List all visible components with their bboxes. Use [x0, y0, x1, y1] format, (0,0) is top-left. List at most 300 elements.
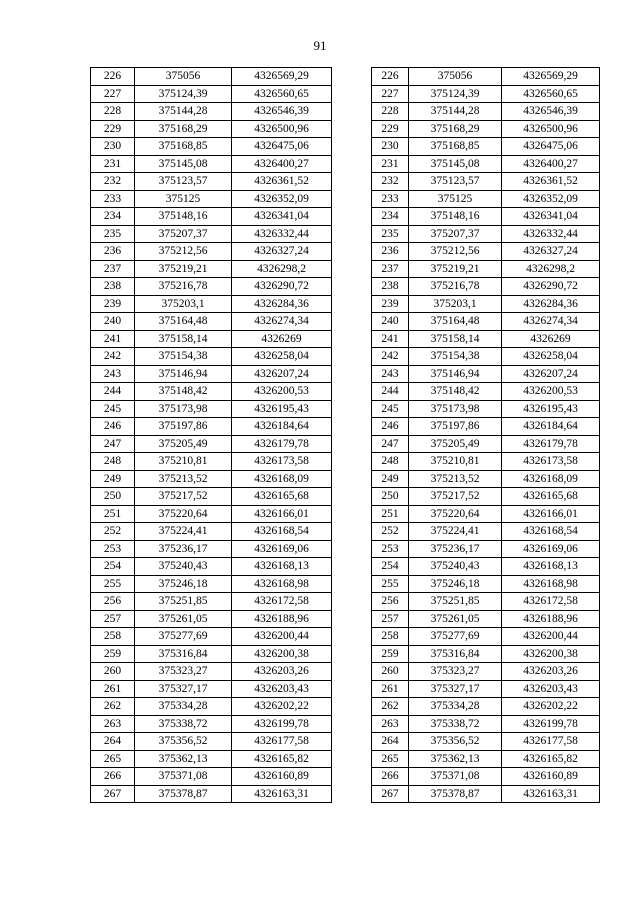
x-coordinate-cell: 375217,52	[135, 488, 232, 506]
table-row	[91, 243, 332, 261]
point-number-cell: 232	[91, 173, 135, 191]
table-row	[372, 208, 600, 226]
y-coordinate-cell: 4326177,58	[232, 733, 332, 751]
point-number-cell: 256	[372, 593, 409, 611]
y-coordinate-cell: 4326203,26	[232, 663, 332, 681]
point-number-cell: 259	[91, 645, 135, 663]
y-coordinate-cell: 4326188,96	[502, 610, 600, 628]
y-coordinate-cell: 4326290,72	[232, 278, 332, 296]
point-number-cell: 250	[372, 488, 409, 506]
x-coordinate-cell: 375148,16	[135, 208, 232, 226]
y-coordinate-cell: 4326200,38	[232, 645, 332, 663]
x-coordinate-cell: 375154,38	[409, 348, 502, 366]
table-row	[372, 435, 600, 453]
x-coordinate-cell: 375210,81	[409, 453, 502, 471]
y-coordinate-cell: 4326199,78	[232, 715, 332, 733]
y-coordinate-cell: 4326207,24	[502, 365, 600, 383]
table-row	[91, 663, 332, 681]
x-coordinate-cell: 375334,28	[409, 698, 502, 716]
table-row	[91, 155, 332, 173]
y-coordinate-cell: 4326163,31	[502, 785, 600, 803]
point-number-cell: 254	[91, 558, 135, 576]
table-row	[91, 715, 332, 733]
table-row	[91, 628, 332, 646]
point-number-cell: 231	[91, 155, 135, 173]
y-coordinate-cell: 4326475,06	[232, 138, 332, 156]
table-row	[91, 488, 332, 506]
x-coordinate-cell: 375148,42	[409, 383, 502, 401]
y-coordinate-cell: 4326163,31	[232, 785, 332, 803]
y-coordinate-cell: 4326195,43	[502, 400, 600, 418]
table-row	[372, 663, 600, 681]
point-number-cell: 227	[372, 85, 409, 103]
point-number-cell: 252	[372, 523, 409, 541]
table-row	[91, 540, 332, 558]
x-coordinate-cell: 375056	[135, 68, 232, 86]
table-row	[372, 418, 600, 436]
point-number-cell: 240	[91, 313, 135, 331]
table-row	[372, 505, 600, 523]
x-coordinate-cell: 375334,28	[135, 698, 232, 716]
x-coordinate-cell: 375144,28	[409, 103, 502, 121]
x-coordinate-cell: 375168,85	[409, 138, 502, 156]
y-coordinate-cell: 4326200,44	[502, 628, 600, 646]
table-row	[372, 400, 600, 418]
point-number-cell: 234	[91, 208, 135, 226]
point-number-cell: 250	[91, 488, 135, 506]
point-number-cell: 265	[91, 750, 135, 768]
table-row	[372, 610, 600, 628]
table-row	[91, 470, 332, 488]
point-number-cell: 243	[91, 365, 135, 383]
y-coordinate-cell: 4326168,98	[232, 575, 332, 593]
x-coordinate-cell: 375216,78	[135, 278, 232, 296]
table-row	[372, 173, 600, 191]
point-number-cell: 256	[91, 593, 135, 611]
x-coordinate-cell: 375220,64	[135, 505, 232, 523]
point-number-cell: 257	[372, 610, 409, 628]
x-coordinate-cell: 375356,52	[135, 733, 232, 751]
x-coordinate-cell: 375323,27	[135, 663, 232, 681]
x-coordinate-cell: 375158,14	[135, 330, 232, 348]
table-row	[372, 383, 600, 401]
table-row	[372, 120, 600, 138]
point-number-cell: 266	[91, 768, 135, 786]
table-row	[372, 453, 600, 471]
table-row	[91, 400, 332, 418]
point-number-cell: 239	[91, 295, 135, 313]
table-row	[91, 680, 332, 698]
x-coordinate-cell: 375213,52	[409, 470, 502, 488]
point-number-cell: 238	[91, 278, 135, 296]
table-row	[372, 278, 600, 296]
table-row	[372, 470, 600, 488]
x-coordinate-cell: 375168,29	[409, 120, 502, 138]
point-number-cell: 232	[372, 173, 409, 191]
point-number-cell: 252	[91, 523, 135, 541]
x-coordinate-cell: 375125	[409, 190, 502, 208]
x-coordinate-cell: 375145,08	[409, 155, 502, 173]
x-coordinate-cell: 375148,42	[135, 383, 232, 401]
x-coordinate-cell: 375213,52	[135, 470, 232, 488]
x-coordinate-cell: 375056	[409, 68, 502, 86]
x-coordinate-cell: 375123,57	[135, 173, 232, 191]
x-coordinate-cell: 375224,41	[409, 523, 502, 541]
y-coordinate-cell: 4326400,27	[502, 155, 600, 173]
y-coordinate-cell: 4326165,82	[232, 750, 332, 768]
table-row	[91, 558, 332, 576]
y-coordinate-cell: 4326290,72	[502, 278, 600, 296]
table-row	[372, 733, 600, 751]
table-row	[372, 85, 600, 103]
table-row	[372, 348, 600, 366]
x-coordinate-cell: 375251,85	[135, 593, 232, 611]
point-number-cell: 244	[372, 383, 409, 401]
y-coordinate-cell: 4326184,64	[502, 418, 600, 436]
point-number-cell: 237	[372, 260, 409, 278]
y-coordinate-cell: 4326207,24	[232, 365, 332, 383]
x-coordinate-cell: 375371,08	[409, 768, 502, 786]
y-coordinate-cell: 4326341,04	[502, 208, 600, 226]
point-number-cell: 253	[372, 540, 409, 558]
point-number-cell: 233	[372, 190, 409, 208]
table-row	[372, 540, 600, 558]
page-number: 91	[313, 38, 327, 53]
point-number-cell: 237	[91, 260, 135, 278]
y-coordinate-cell: 4326188,96	[232, 610, 332, 628]
point-number-cell: 267	[91, 785, 135, 803]
x-coordinate-cell: 375220,64	[409, 505, 502, 523]
x-coordinate-cell: 375207,37	[409, 225, 502, 243]
point-number-cell: 259	[372, 645, 409, 663]
table-row	[372, 698, 600, 716]
table-row	[372, 330, 600, 348]
y-coordinate-cell: 4326177,58	[502, 733, 600, 751]
point-number-cell: 251	[372, 505, 409, 523]
x-coordinate-cell: 375197,86	[135, 418, 232, 436]
x-coordinate-cell: 375224,41	[135, 523, 232, 541]
x-coordinate-cell: 375338,72	[135, 715, 232, 733]
table-row	[372, 715, 600, 733]
y-coordinate-cell: 4326274,34	[502, 313, 600, 331]
y-coordinate-cell: 4326400,27	[232, 155, 332, 173]
x-coordinate-cell: 375236,17	[409, 540, 502, 558]
y-coordinate-cell: 4326179,78	[232, 435, 332, 453]
y-coordinate-cell: 4326352,09	[232, 190, 332, 208]
y-coordinate-cell: 4326169,06	[502, 540, 600, 558]
point-number-cell: 233	[91, 190, 135, 208]
y-coordinate-cell: 4326168,13	[502, 558, 600, 576]
point-number-cell: 243	[372, 365, 409, 383]
table-row	[91, 348, 332, 366]
x-coordinate-cell: 375217,52	[409, 488, 502, 506]
x-coordinate-cell: 375251,85	[409, 593, 502, 611]
y-coordinate-cell: 4326179,78	[502, 435, 600, 453]
y-coordinate-cell: 4326332,44	[502, 225, 600, 243]
y-coordinate-cell: 4326475,06	[502, 138, 600, 156]
y-coordinate-cell: 4326168,13	[232, 558, 332, 576]
point-number-cell: 234	[372, 208, 409, 226]
x-coordinate-cell: 375203,1	[409, 295, 502, 313]
x-coordinate-cell: 375277,69	[409, 628, 502, 646]
x-coordinate-cell: 375203,1	[135, 295, 232, 313]
y-coordinate-cell: 4326165,68	[232, 488, 332, 506]
x-coordinate-cell: 375212,56	[135, 243, 232, 261]
table-row	[91, 435, 332, 453]
y-coordinate-cell: 4326200,38	[502, 645, 600, 663]
table-row	[91, 645, 332, 663]
table-row	[372, 523, 600, 541]
y-coordinate-cell: 4326203,26	[502, 663, 600, 681]
point-number-cell: 235	[91, 225, 135, 243]
table-row	[372, 295, 600, 313]
x-coordinate-cell: 375277,69	[135, 628, 232, 646]
table-row	[372, 313, 600, 331]
x-coordinate-cell: 375205,49	[409, 435, 502, 453]
x-coordinate-cell: 375338,72	[409, 715, 502, 733]
table-row	[91, 68, 332, 86]
y-coordinate-cell: 4326173,58	[232, 453, 332, 471]
table-row	[91, 593, 332, 611]
point-number-cell: 261	[372, 680, 409, 698]
coordinates-table-right	[371, 67, 600, 803]
x-coordinate-cell: 375173,98	[409, 400, 502, 418]
point-number-cell: 228	[372, 103, 409, 121]
y-coordinate-cell: 4326327,24	[232, 243, 332, 261]
y-coordinate-cell: 4326284,36	[232, 295, 332, 313]
point-number-cell: 249	[91, 470, 135, 488]
y-coordinate-cell: 4326269	[232, 330, 332, 348]
y-coordinate-cell: 4326546,39	[502, 103, 600, 121]
x-coordinate-cell: 375205,49	[135, 435, 232, 453]
y-coordinate-cell: 4326165,68	[502, 488, 600, 506]
y-coordinate-cell: 4326173,58	[502, 453, 600, 471]
y-coordinate-cell: 4326200,53	[232, 383, 332, 401]
y-coordinate-cell: 4326569,29	[502, 68, 600, 86]
x-coordinate-cell: 375168,85	[135, 138, 232, 156]
x-coordinate-cell: 375123,57	[409, 173, 502, 191]
y-coordinate-cell: 4326200,44	[232, 628, 332, 646]
x-coordinate-cell: 375212,56	[409, 243, 502, 261]
y-coordinate-cell: 4326352,09	[502, 190, 600, 208]
table-row	[91, 418, 332, 436]
point-number-cell: 238	[372, 278, 409, 296]
y-coordinate-cell: 4326168,98	[502, 575, 600, 593]
y-coordinate-cell: 4326361,52	[232, 173, 332, 191]
point-number-cell: 267	[372, 785, 409, 803]
point-number-cell: 245	[372, 400, 409, 418]
table-row	[91, 505, 332, 523]
table-row	[91, 523, 332, 541]
y-coordinate-cell: 4326546,39	[232, 103, 332, 121]
point-number-cell: 244	[91, 383, 135, 401]
table-row	[372, 593, 600, 611]
table-row	[91, 768, 332, 786]
point-number-cell: 229	[372, 120, 409, 138]
y-coordinate-cell: 4326269	[502, 330, 600, 348]
table-body-right	[372, 68, 600, 803]
x-coordinate-cell: 375164,48	[135, 313, 232, 331]
y-coordinate-cell: 4326160,89	[232, 768, 332, 786]
table-row	[91, 750, 332, 768]
y-coordinate-cell: 4326298,2	[502, 260, 600, 278]
table-row	[91, 260, 332, 278]
table-row	[91, 85, 332, 103]
x-coordinate-cell: 375378,87	[135, 785, 232, 803]
table-row	[372, 260, 600, 278]
x-coordinate-cell: 375261,05	[409, 610, 502, 628]
table-row	[91, 575, 332, 593]
x-coordinate-cell: 375240,43	[409, 558, 502, 576]
x-coordinate-cell: 375236,17	[135, 540, 232, 558]
table-row	[372, 155, 600, 173]
point-number-cell: 228	[91, 103, 135, 121]
y-coordinate-cell: 4326160,89	[502, 768, 600, 786]
y-coordinate-cell: 4326184,64	[232, 418, 332, 436]
y-coordinate-cell: 4326500,96	[502, 120, 600, 138]
point-number-cell: 253	[91, 540, 135, 558]
x-coordinate-cell: 375371,08	[135, 768, 232, 786]
point-number-cell: 245	[91, 400, 135, 418]
point-number-cell: 262	[91, 698, 135, 716]
table-row	[91, 610, 332, 628]
y-coordinate-cell: 4326298,2	[232, 260, 332, 278]
table-row	[91, 313, 332, 331]
x-coordinate-cell: 375378,87	[409, 785, 502, 803]
point-number-cell: 254	[372, 558, 409, 576]
x-coordinate-cell: 375362,13	[409, 750, 502, 768]
point-number-cell: 246	[372, 418, 409, 436]
point-number-cell: 235	[372, 225, 409, 243]
table-row	[372, 103, 600, 121]
y-coordinate-cell: 4326168,09	[502, 470, 600, 488]
point-number-cell: 264	[91, 733, 135, 751]
point-number-cell: 262	[372, 698, 409, 716]
y-coordinate-cell: 4326284,36	[502, 295, 600, 313]
table-row	[372, 243, 600, 261]
y-coordinate-cell: 4326166,01	[232, 505, 332, 523]
table-row	[91, 785, 332, 803]
point-number-cell: 242	[91, 348, 135, 366]
table-row	[91, 365, 332, 383]
x-coordinate-cell: 375246,18	[135, 575, 232, 593]
point-number-cell: 260	[372, 663, 409, 681]
y-coordinate-cell: 4326169,06	[232, 540, 332, 558]
point-number-cell: 263	[372, 715, 409, 733]
x-coordinate-cell: 375124,39	[135, 85, 232, 103]
x-coordinate-cell: 375173,98	[135, 400, 232, 418]
table-row	[91, 190, 332, 208]
point-number-cell: 265	[372, 750, 409, 768]
table-row	[372, 190, 600, 208]
point-number-cell: 264	[372, 733, 409, 751]
table-row	[91, 173, 332, 191]
y-coordinate-cell: 4326168,54	[502, 523, 600, 541]
y-coordinate-cell: 4326361,52	[502, 173, 600, 191]
table-row	[91, 120, 332, 138]
point-number-cell: 230	[372, 138, 409, 156]
table-row	[91, 103, 332, 121]
point-number-cell: 231	[372, 155, 409, 173]
table-row	[372, 365, 600, 383]
point-number-cell: 229	[91, 120, 135, 138]
coordinates-table-left	[90, 67, 332, 803]
point-number-cell: 249	[372, 470, 409, 488]
x-coordinate-cell: 375246,18	[409, 575, 502, 593]
table-row	[372, 558, 600, 576]
table-row	[372, 575, 600, 593]
point-number-cell: 248	[372, 453, 409, 471]
table-row	[372, 750, 600, 768]
y-coordinate-cell: 4326166,01	[502, 505, 600, 523]
table-row	[372, 645, 600, 663]
table-row	[91, 453, 332, 471]
y-coordinate-cell: 4326202,22	[232, 698, 332, 716]
x-coordinate-cell: 375154,38	[135, 348, 232, 366]
x-coordinate-cell: 375125	[135, 190, 232, 208]
point-number-cell: 248	[91, 453, 135, 471]
point-number-cell: 266	[372, 768, 409, 786]
point-number-cell: 246	[91, 418, 135, 436]
y-coordinate-cell: 4326332,44	[232, 225, 332, 243]
table-row	[91, 295, 332, 313]
x-coordinate-cell: 375197,86	[409, 418, 502, 436]
x-coordinate-cell: 375327,17	[409, 680, 502, 698]
point-number-cell: 226	[91, 68, 135, 86]
point-number-cell: 242	[372, 348, 409, 366]
table-row	[91, 698, 332, 716]
y-coordinate-cell: 4326202,22	[502, 698, 600, 716]
table-row	[372, 680, 600, 698]
point-number-cell: 255	[372, 575, 409, 593]
table-row	[91, 138, 332, 156]
table-row	[91, 383, 332, 401]
point-number-cell: 241	[91, 330, 135, 348]
y-coordinate-cell: 4326560,65	[502, 85, 600, 103]
x-coordinate-cell: 375327,17	[135, 680, 232, 698]
point-number-cell: 239	[372, 295, 409, 313]
y-coordinate-cell: 4326195,43	[232, 400, 332, 418]
y-coordinate-cell: 4326172,58	[502, 593, 600, 611]
x-coordinate-cell: 375240,43	[135, 558, 232, 576]
y-coordinate-cell: 4326172,58	[232, 593, 332, 611]
x-coordinate-cell: 375210,81	[135, 453, 232, 471]
x-coordinate-cell: 375219,21	[409, 260, 502, 278]
point-number-cell: 230	[91, 138, 135, 156]
point-number-cell: 247	[91, 435, 135, 453]
table-row	[372, 768, 600, 786]
table-row	[372, 68, 600, 86]
table-row	[91, 225, 332, 243]
point-number-cell: 251	[91, 505, 135, 523]
point-number-cell: 241	[372, 330, 409, 348]
table-row	[372, 628, 600, 646]
x-coordinate-cell: 375148,16	[409, 208, 502, 226]
point-number-cell: 260	[91, 663, 135, 681]
point-number-cell: 236	[372, 243, 409, 261]
y-coordinate-cell: 4326258,04	[232, 348, 332, 366]
x-coordinate-cell: 375146,94	[409, 365, 502, 383]
y-coordinate-cell: 4326500,96	[232, 120, 332, 138]
x-coordinate-cell: 375216,78	[409, 278, 502, 296]
x-coordinate-cell: 375146,94	[135, 365, 232, 383]
table-body-left	[91, 68, 332, 803]
point-number-cell: 240	[372, 313, 409, 331]
y-coordinate-cell: 4326168,54	[232, 523, 332, 541]
table-row	[372, 225, 600, 243]
x-coordinate-cell: 375219,21	[135, 260, 232, 278]
point-number-cell: 236	[91, 243, 135, 261]
